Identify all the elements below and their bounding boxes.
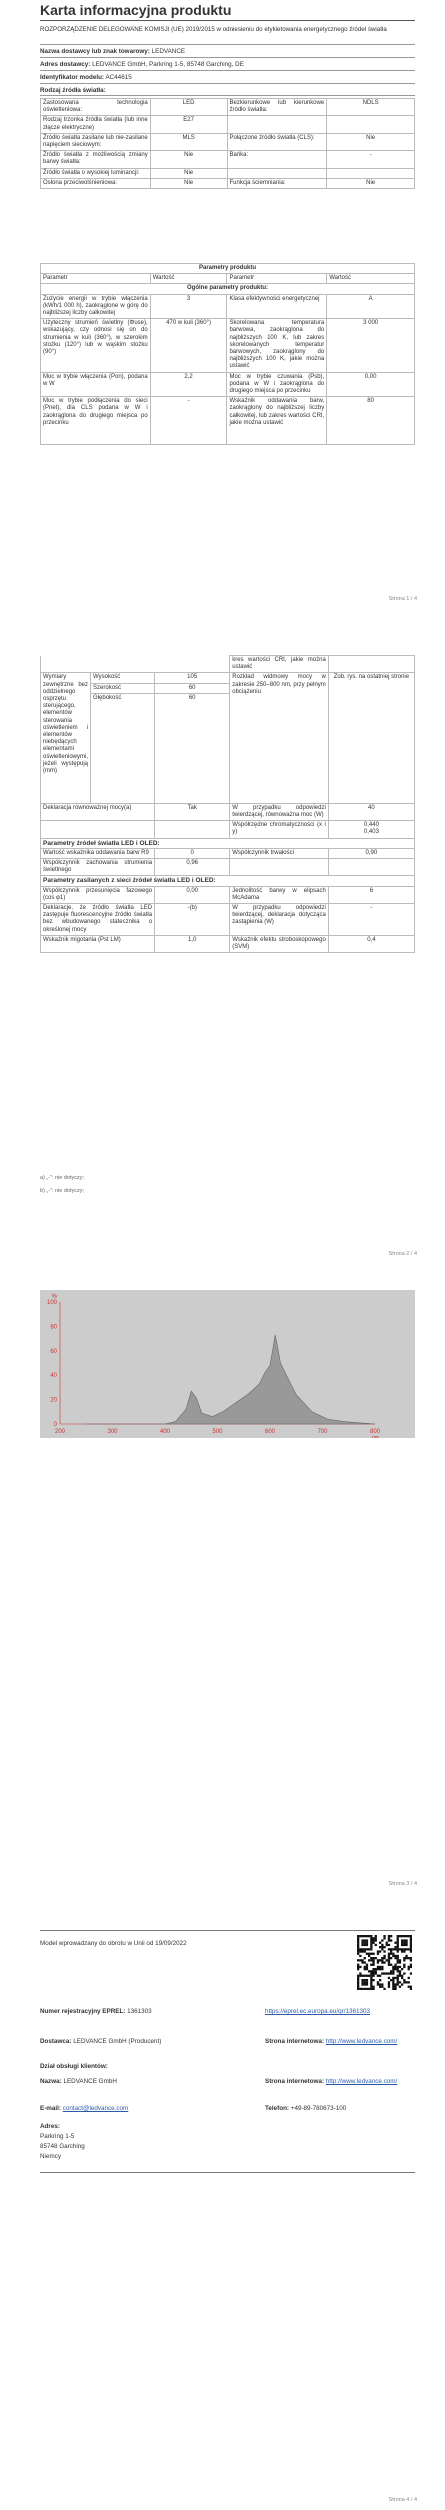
light-source-type-row bbox=[40, 83, 415, 96]
table-cell: Źródło światła o wysokiej luminancji: bbox=[41, 168, 151, 178]
table-cell: Osłona przeciwolśnieniowa: bbox=[41, 178, 151, 188]
table-cell: Zastosowana technologia oświetleniowa: bbox=[41, 99, 151, 116]
table-header-row bbox=[41, 274, 415, 284]
email-link[interactable]: contact@ledvance.com bbox=[62, 2105, 129, 2112]
customer-service-title: Dział obsługi klientów: bbox=[40, 2063, 108, 2070]
table-cell: Moc w trybie czuwania (Psb), podana w W i zaokrąglona do drugiego miejsca po przecinku bbox=[227, 372, 327, 397]
model-identifier-label: Identyfikator modelu: bbox=[40, 74, 105, 81]
x-tick-label: 400 bbox=[159, 1429, 171, 1435]
name-label: Nazwa: bbox=[40, 2078, 62, 2085]
table-cell bbox=[227, 168, 327, 178]
table-cell bbox=[328, 859, 414, 876]
y-tick-label: 40 bbox=[50, 1373, 57, 1380]
footer-rule bbox=[40, 2172, 415, 2173]
column-header: Wartość bbox=[327, 274, 415, 284]
table-cell: 3 bbox=[150, 294, 227, 319]
table-row bbox=[41, 935, 415, 952]
table-cell: 0,96 bbox=[155, 859, 230, 876]
light-source-type-table bbox=[40, 98, 415, 189]
table-row bbox=[41, 904, 415, 936]
chromaticity-x: 0,440 bbox=[363, 822, 379, 829]
table-cell: Szerokość bbox=[91, 683, 155, 693]
header-rule bbox=[40, 1930, 415, 1931]
eprel-link[interactable]: https://eprel.ec.europa.eu/qr/1361303 bbox=[265, 2008, 371, 2015]
footnote-b: b) „-”: nie dotyczy; bbox=[40, 1188, 85, 1194]
table-cell: Nie bbox=[327, 133, 415, 150]
table-cell: Połączone źródło światła (CLS): bbox=[227, 133, 327, 150]
table-row bbox=[41, 151, 415, 168]
table-cell: 80 bbox=[327, 397, 415, 445]
table-cell: W przypadku odpowiedzi twierdzącej, równoważna moc (W) bbox=[230, 803, 329, 820]
dimensions-label: Wymiary zewnętrzne bez oddzielnego osprzętu sterującego, elementów sterowania oświetleniem i elementów niebędących elementami oświetleniowymi, jeżeli występują (mm) bbox=[41, 673, 91, 803]
supplier-name-row bbox=[40, 44, 415, 57]
table-cell: 0 bbox=[155, 848, 230, 858]
table-cell: Wskaźnik efektu stroboskopowego (SVM) bbox=[230, 935, 329, 952]
table-cell: MLS bbox=[150, 133, 227, 150]
table-row bbox=[41, 264, 415, 274]
address-line-1: Parkring 1-5 bbox=[40, 2133, 75, 2140]
supplier-name-value: LEDVANCE bbox=[151, 48, 186, 55]
table-row bbox=[41, 848, 415, 858]
table-cell: Nie bbox=[150, 168, 227, 178]
table-cell: Współczynnik zachowania strumienia świetlnego bbox=[41, 859, 155, 876]
y-tick-label: 0 bbox=[53, 1422, 57, 1428]
table-cell: 40 bbox=[328, 803, 414, 820]
eprel-label: Numer rejestracyjny EPREL: bbox=[40, 2008, 126, 2015]
table-cell: Zob. rys. na ostatniej stronie bbox=[328, 673, 414, 803]
table-cell: A bbox=[327, 294, 415, 319]
spectral-chart-svg bbox=[40, 1290, 415, 1438]
y-tick-label: 60 bbox=[50, 1348, 57, 1355]
table-cell: - bbox=[328, 904, 414, 936]
table-cell: Skorelowana temperatura barwowa, zaokrąglona do najbliższych 100 K, lub zakres skorelowanych temperatur barwowych, zaokrąglony do najbliższych 100 K, jakie można ustawić bbox=[227, 319, 327, 372]
table-row bbox=[41, 116, 415, 133]
x-tick-label: 600 bbox=[264, 1429, 276, 1435]
supplier-label: Dostawca: bbox=[40, 2038, 72, 2045]
table-cell: Wskaźnik oddawania barw, zaokrąglony do najbliższej liczby całkowitej, lub zakres wartości CRI, jakie można ustawić bbox=[227, 397, 327, 445]
website-link[interactable]: http://www.ledvance.com/ bbox=[325, 2038, 398, 2045]
name-value: LEDVANCE GmbH bbox=[63, 2078, 117, 2085]
model-identifier-value: AC44615 bbox=[105, 74, 132, 81]
table-cell: 0,4 bbox=[328, 935, 414, 952]
y-tick-label: 20 bbox=[50, 1397, 57, 1404]
section-heading: Parametry produktu bbox=[41, 264, 415, 274]
spectrum-series bbox=[86, 1335, 375, 1424]
table-cell: 2,2 bbox=[150, 372, 227, 397]
footnote-a: a) „-”: nie dotyczy; bbox=[40, 1175, 85, 1181]
table-row bbox=[41, 99, 415, 116]
regulation-subtitle: ROZPORZĄDZENIE DELEGOWANE KOMISJI (UE) 2019/2015 w odniesieniu do etykietowania energetycznego źródeł światła bbox=[40, 26, 387, 33]
column-header: Parametr bbox=[227, 274, 327, 284]
table-cell bbox=[328, 821, 414, 838]
x-axis-label: nm bbox=[372, 1435, 379, 1438]
address-line-3: Niemcy bbox=[40, 2153, 61, 2160]
table-row bbox=[41, 838, 415, 848]
table-cell: Jednolitość barwy w elipsach McAdama bbox=[230, 886, 329, 903]
address-label: Adres: bbox=[40, 2123, 60, 2130]
table-cell: Bezkierunkowe lub kierunkowe źródło światła: bbox=[227, 99, 327, 116]
phone-value: +49-89-780673-100 bbox=[290, 2105, 347, 2112]
table-cell: -(b) bbox=[155, 904, 230, 936]
table-row bbox=[41, 319, 415, 372]
table-row bbox=[41, 886, 415, 903]
light-source-type-label: Rodzaj źródła światła: bbox=[40, 87, 106, 94]
table-cell: Nie bbox=[327, 178, 415, 188]
table-row bbox=[41, 133, 415, 150]
product-parameters-table-continued bbox=[40, 655, 415, 953]
page-number: Strona 2 / 4 bbox=[388, 1251, 417, 1257]
table-cell: 105 bbox=[155, 673, 230, 683]
table-cell: Głębokość bbox=[91, 693, 155, 803]
x-tick-label: 500 bbox=[212, 1429, 223, 1435]
table-cell bbox=[327, 168, 415, 178]
table-cell bbox=[230, 859, 329, 876]
page-number: Strona 3 / 4 bbox=[388, 1881, 417, 1887]
table-cell: Wskaźnik migotania (Pst LM) bbox=[41, 935, 155, 952]
table-cell: Użyteczny strumień świetlny (Φuse), wskazujący, czy odnosi się on do strumienia w kuli (360°), w szerokim stożku (120°) lub w wąskim stożku (90°) bbox=[41, 319, 151, 372]
table-cell bbox=[41, 821, 155, 838]
table-cell: Moc w trybie podłączenia do sieci (Pnet), dla CLS podana w W i zaokrąglona do drugiego miejsca po przecinku bbox=[41, 397, 151, 445]
phone-label: Telefon: bbox=[265, 2105, 290, 2112]
table-cell: Tak bbox=[155, 803, 230, 820]
table-cell: Nie bbox=[150, 151, 227, 168]
table-cell: W przypadku odpowiedzi twierdzącej, deklaracja dotycząca zastąpienia (W) bbox=[230, 904, 329, 936]
table-cell: Wartość wskaźnika oddawania barw R9 bbox=[41, 848, 155, 858]
table-cell: 470 w kuli (360°) bbox=[150, 319, 227, 372]
table-row bbox=[41, 803, 415, 820]
chromaticity-y: 0,403 bbox=[363, 829, 379, 836]
table-cell bbox=[328, 656, 414, 673]
table-cell: Rodzaj trzonka źródła światła (lub inne złącze elektryczne) bbox=[41, 116, 151, 133]
table-row bbox=[41, 372, 415, 397]
section-heading: Parametry źródeł światła LED i OLED: bbox=[41, 838, 415, 848]
title-rule bbox=[40, 20, 415, 21]
table-row bbox=[41, 168, 415, 178]
page-title: Karta informacyjna produktu bbox=[40, 2, 232, 18]
table-row bbox=[41, 284, 415, 294]
table-row bbox=[41, 876, 415, 886]
table-row bbox=[41, 178, 415, 188]
supplier-address-row bbox=[40, 57, 415, 70]
table-row bbox=[41, 397, 415, 445]
table-row bbox=[41, 673, 415, 683]
table-cell bbox=[327, 116, 415, 133]
table-cell: E27 bbox=[150, 116, 227, 133]
section-heading: Ogólne parametry produktu: bbox=[41, 284, 415, 294]
x-tick-label: 800 bbox=[369, 1429, 381, 1435]
table-cell: 0,00 bbox=[327, 372, 415, 397]
table-cell: - bbox=[150, 397, 227, 445]
page-2 bbox=[0, 655, 445, 1265]
model-identifier-row bbox=[40, 70, 415, 83]
table-cell: kres wartości CRI, jakie można ustawić bbox=[230, 656, 329, 673]
spectral-distribution-chart bbox=[40, 1290, 415, 1438]
eprel-value: 1361303 bbox=[127, 2008, 152, 2015]
y-tick-label: 100 bbox=[46, 1300, 57, 1306]
y-axis-label: % bbox=[51, 1294, 57, 1300]
website-label: Strona internetowa: bbox=[265, 2038, 325, 2045]
table-cell: 1,0 bbox=[155, 935, 230, 952]
table-cell: 0,00 bbox=[155, 886, 230, 903]
table-cell: Bańka: bbox=[227, 151, 327, 168]
supplier-value: LEDVANCE GmbH (Producent) bbox=[73, 2038, 162, 2045]
email-label: E-mail: bbox=[40, 2105, 61, 2112]
table-cell bbox=[155, 821, 230, 838]
supplier-address-label: Adres dostawcy: bbox=[40, 61, 91, 68]
address-line-2: 85748 Garching bbox=[40, 2143, 85, 2150]
page-number: Strona 4 / 4 bbox=[388, 2497, 417, 2503]
qr-code-icon bbox=[357, 1935, 412, 1990]
table-row bbox=[41, 821, 415, 838]
table-cell: 60 bbox=[155, 693, 230, 803]
table-cell: 3 000 bbox=[327, 319, 415, 372]
column-header: Parametr bbox=[41, 274, 151, 284]
table-cell: Zużycie energii w trybie włączenia (kWh/1 000 h), zaokrąglone w górę do najbliższej liczby całkowitej bbox=[41, 294, 151, 319]
supplier-name-label: Nazwa dostawcy lub znak towarowy: bbox=[40, 48, 150, 55]
table-cell: Źródło światła zasilane lub nie-zasilane napięciem sieciowym: bbox=[41, 133, 151, 150]
y-tick-label: 80 bbox=[50, 1324, 57, 1331]
table-cell: NDLS bbox=[327, 99, 415, 116]
page-number: Strona 1 / 4 bbox=[388, 596, 417, 602]
table-cell bbox=[41, 656, 230, 673]
table-cell: Współczynnik trwałości bbox=[230, 848, 329, 858]
table-cell: 6 bbox=[328, 886, 414, 903]
table-cell: Moc w trybie włączenia (Pon), podana w W bbox=[41, 372, 151, 397]
table-cell: Klasa efektywności energetycznej bbox=[227, 294, 327, 319]
table-row bbox=[41, 656, 415, 673]
table-cell: Wysokość bbox=[91, 673, 155, 683]
table-cell: Funkcja ściemniania: bbox=[227, 178, 327, 188]
table-cell bbox=[227, 116, 327, 133]
website2-label: Strona internetowa: bbox=[265, 2078, 325, 2085]
table-cell: Deklaracje, że źródło światła LED zastępuje fluorescencyjne źródło światła bez wbudowanego statecznika o określonej mocy bbox=[41, 904, 155, 936]
table-cell: Deklaracja równoważnej mocy(a) bbox=[41, 803, 155, 820]
table-cell: 0,90 bbox=[328, 848, 414, 858]
table-row bbox=[41, 294, 415, 319]
product-parameters-table bbox=[40, 263, 415, 445]
x-tick-label: 200 bbox=[54, 1429, 66, 1435]
table-cell: Współrzędne chromatyczności (x i y) bbox=[230, 821, 329, 838]
table-cell: Rozkład widmowy mocy w zakresie 250–800 nm, przy pełnym obciążeniu bbox=[230, 673, 329, 803]
page-4 bbox=[0, 1930, 445, 2510]
table-cell: 60 bbox=[155, 683, 230, 693]
supplier-address-value: LEDVANCE GmbH, Parkring 1-5, 85748 Garching, DE bbox=[92, 61, 244, 68]
section-heading: Parametry zasilanych z sieci źródeł światła LED i OLED: bbox=[41, 876, 415, 886]
table-cell: Nie bbox=[150, 178, 227, 188]
market-date-text: Model wprowadzany do obrotu w Unii od 19/09/2022 bbox=[40, 1940, 187, 1947]
website2-link[interactable]: http://www.ledvance.com/ bbox=[325, 2078, 398, 2085]
table-cell: - bbox=[327, 151, 415, 168]
table-cell: Źródło światła z możliwością zmiany barwy światła: bbox=[41, 151, 151, 168]
column-header: Wartość bbox=[150, 274, 227, 284]
table-cell: LED bbox=[150, 99, 227, 116]
x-tick-label: 300 bbox=[107, 1429, 118, 1435]
table-cell: Współczynnik przesunięcia fazowego (cos φ1) bbox=[41, 886, 155, 903]
page-1 bbox=[0, 0, 445, 640]
x-tick-label: 700 bbox=[317, 1429, 328, 1435]
table-row bbox=[41, 859, 415, 876]
